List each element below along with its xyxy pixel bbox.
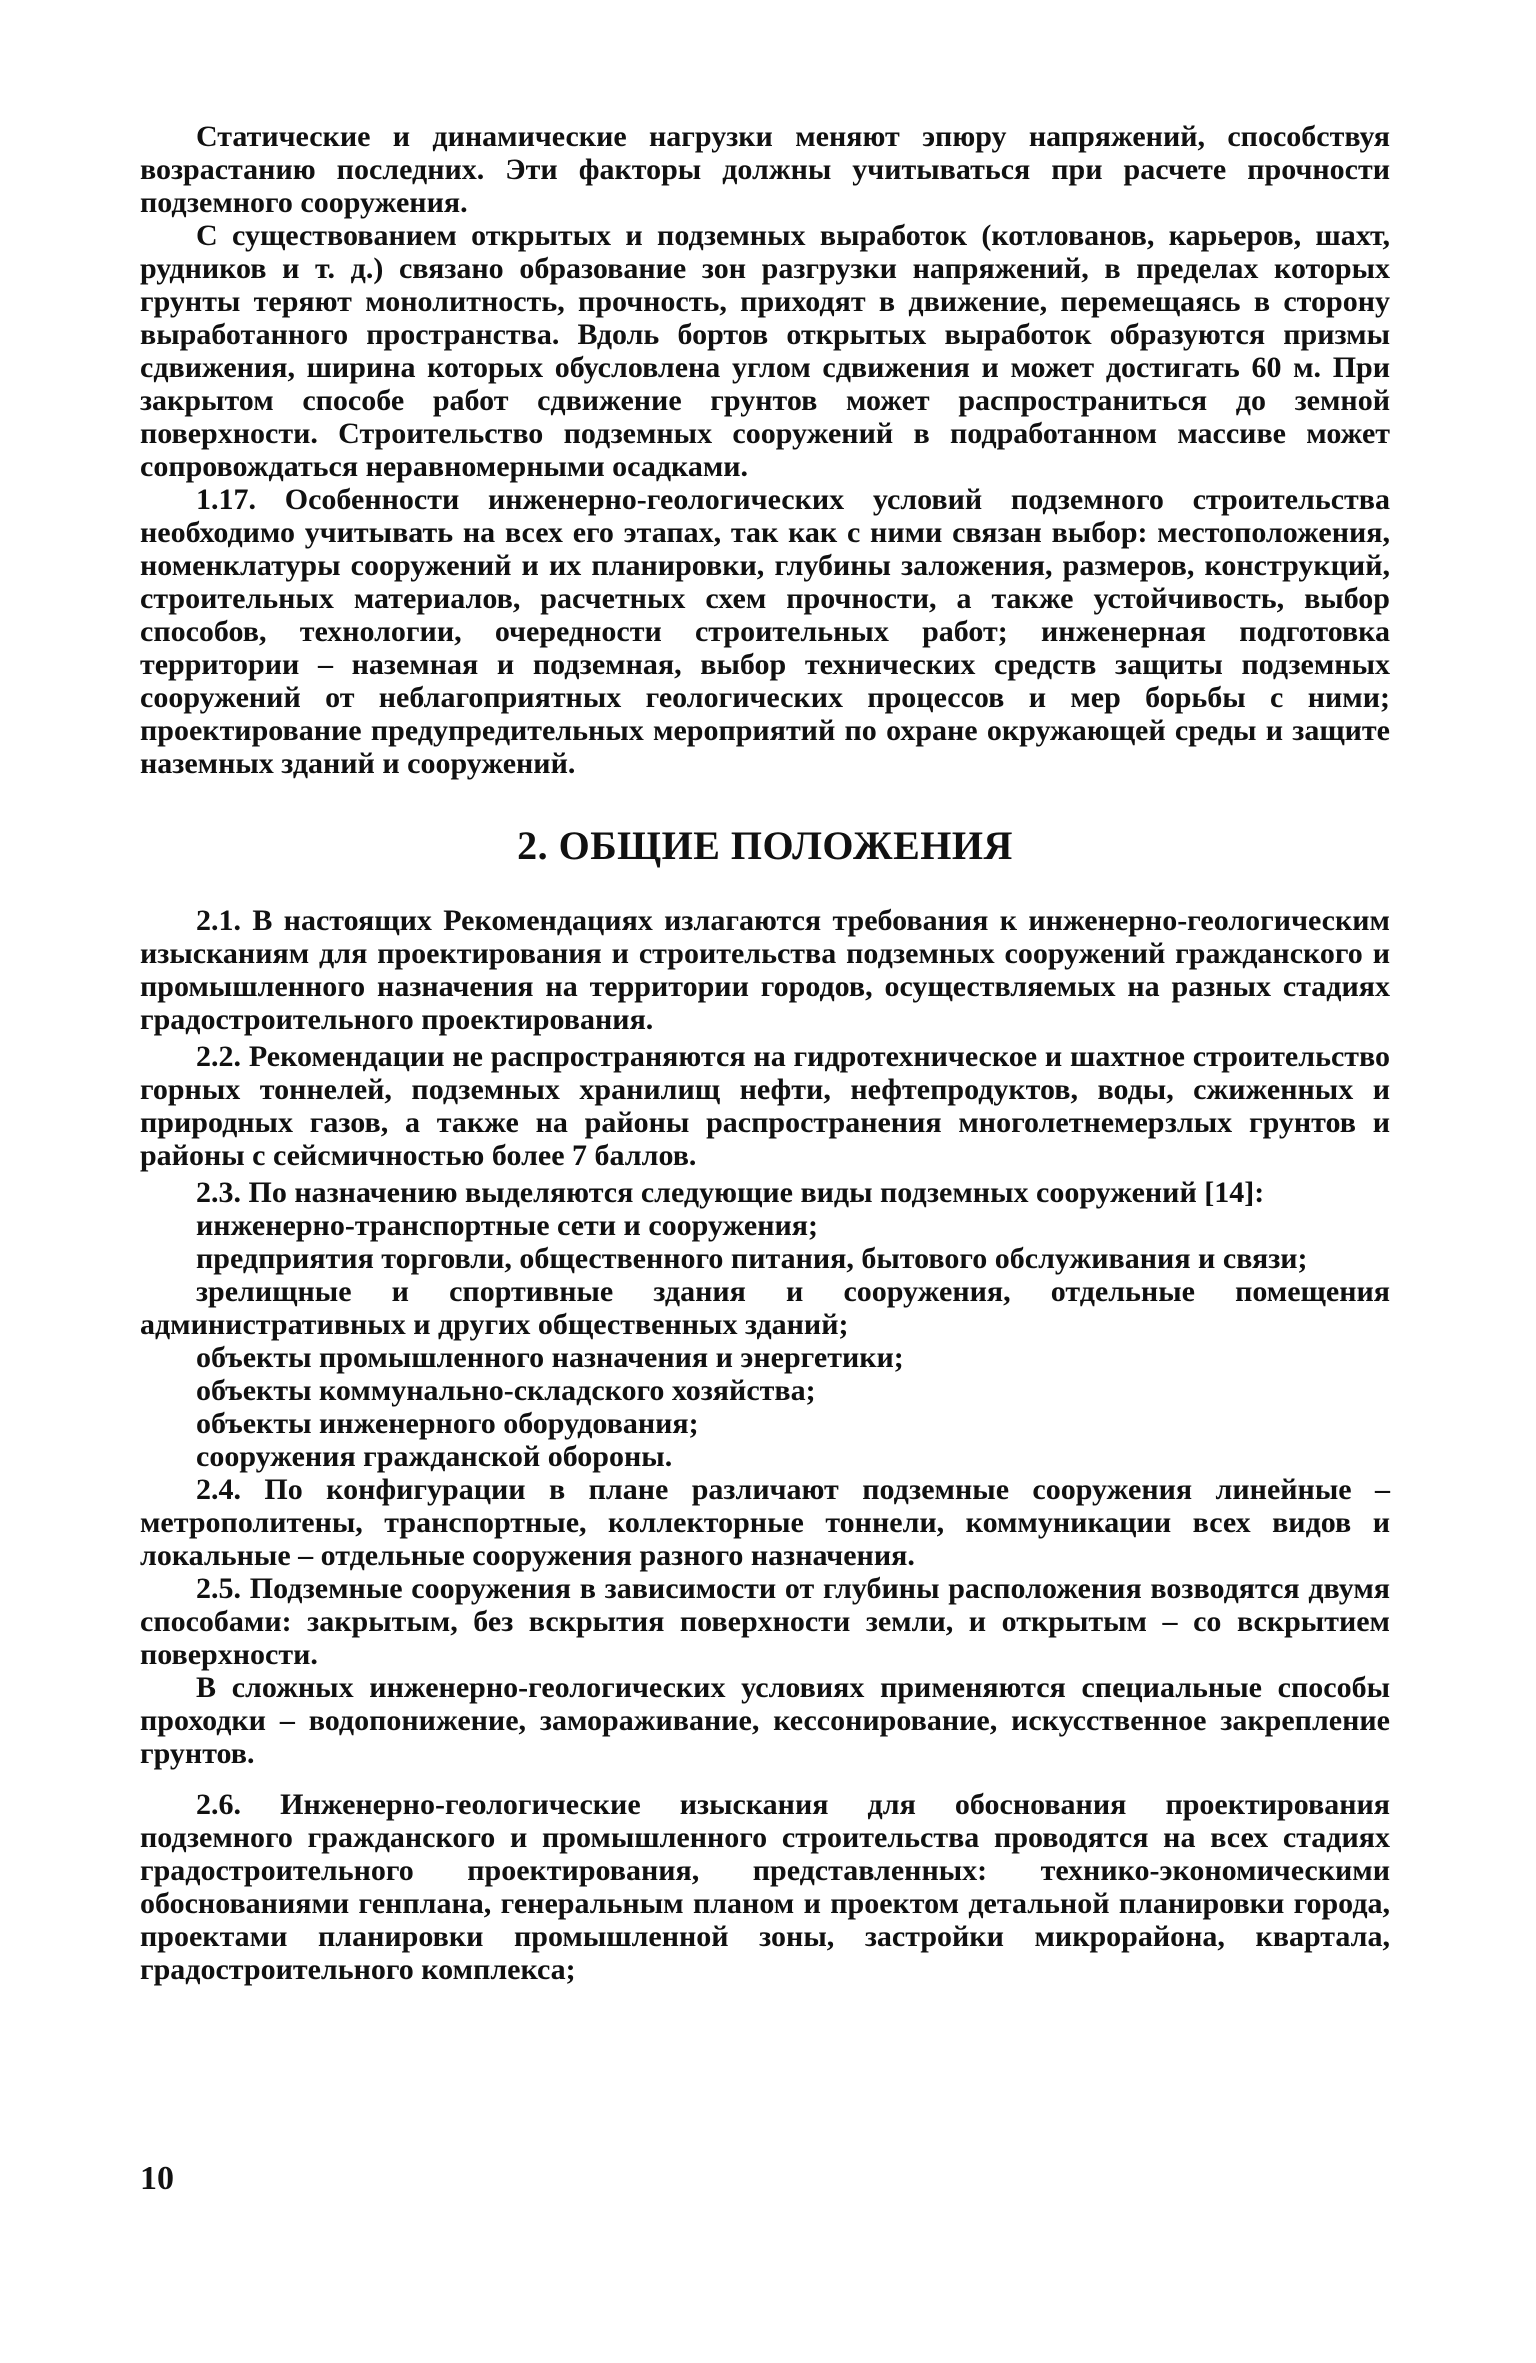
list-item: предприятия торговли, общественного питания, бытового обслуживания и связи; bbox=[196, 1242, 1308, 1275]
paragraph-special-methods: В сложных инженерно-геологических условиях применяются специальные способы проходки – водопонижение, замораживание, кессонирование, искусственное закрепление грунтов. bbox=[140, 1671, 1390, 1770]
paragraph-2-5: 2.5. Подземные сооружения в зависимости от глубины расположения возводятся двумя способами: закрытым, без вскрытия поверхности земли, и открытым – со вскрытием поверхности. bbox=[140, 1572, 1390, 1671]
list-item: сооружения гражданской обороны. bbox=[196, 1440, 673, 1473]
list-item: объекты промышленного назначения и энергетики; bbox=[196, 1341, 904, 1374]
list-item: зрелищные и спортивные здания и сооружения, отдельные помещения административных и других общественных зданий; bbox=[140, 1275, 1390, 1341]
list-item: инженерно-транспортные сети и сооружения; bbox=[196, 1209, 819, 1242]
section-heading: 2. ОБЩИЕ ПОЛОЖЕНИЯ bbox=[517, 823, 1013, 868]
paragraph-2-6: 2.6. Инженерно-геологические изыскания для обоснования проектирования подземного гражданского и промышленного строительства проводятся на всех стадиях градостроительного проектирования, представленных: технико-экономическими обоснованиями генплана, генеральным планом и проектом детальной планировки города, проектами планировки промышленной зоны, застройки микрорайона, квартала, градостроительного комплекса; bbox=[140, 1788, 1390, 1986]
paragraph-excavations: С существованием открытых и подземных выработок (котлованов, карьеров, шахт, рудников и т. д.) связано образование зон разгрузки напряжений, в пределах которых грунты теряют монолитность, прочность, приходят в движение, перемещаясь в сторону выработанного пространства. Вдоль бортов открытых выработок образуются призмы сдвижения, ширина которых обусловлена углом сдвижения и может достигать 60 м. При закрытом способе работ сдвижение грунтов может распространиться до земной поверхности. Строительство подземных сооружений в подработанном массиве может сопровождаться неравномерными осадками. bbox=[140, 219, 1390, 483]
paragraph-2-1: 2.1. В настоящих Рекомендациях излагаются требования к инженерно-геологическим изысканиям для проектирования и строительства подземных сооружений гражданского и промышленного назначения на территории городов, осуществляемых на разных стадиях градостроительного проектирования. bbox=[140, 904, 1390, 1036]
list-item: объекты коммунально-складского хозяйства; bbox=[196, 1374, 816, 1407]
document-page bbox=[140, 120, 1390, 1986]
structure-types-list bbox=[140, 1209, 1390, 1473]
paragraph-2-3: 2.3. По назначению выделяются следующие виды подземных сооружений [14]: bbox=[196, 1176, 1265, 1209]
paragraph-1-17: 1.17. Особенности инженерно-геологических условий подземного строительства необходимо учитывать на всех его этапах, так как с ними связан выбор: местоположения, номенклатуры сооружений и их планировки, глубины заложения, размеров, конструкций, строительных материалов, расчетных схем прочности, а также устойчивость, выбор способов, технологии, очередности строительных работ; инженерная подготовка территории – наземная и подземная, выбор технических средств защиты подземных сооружений от неблагоприятных геологических процессов и мер борьбы с ними; проектирование предупредительных мероприятий по охране окружающей среды и защите наземных зданий и сооружений. bbox=[140, 483, 1390, 780]
paragraph-loads: Статические и динамические нагрузки меняют эпюру напряжений, способствуя возрастанию последних. Эти факторы должны учитываться при расчете прочности подземного сооружения. bbox=[140, 120, 1390, 219]
paragraph-2-2: 2.2. Рекомендации не распространяются на гидротехническое и шахтное строительство горных тоннелей, подземных хранилищ нефти, нефтепродуктов, воды, сжиженных и природных газов, а также на районы распространения многолетнемерзлых грунтов и районы с сейсмичностью более 7 баллов. bbox=[140, 1040, 1390, 1172]
paragraph-2-4: 2.4. По конфигурации в плане различают подземные сооружения линейные – метрополитены, транспортные, коллекторные тоннели, коммуникации всех видов и локальные – отдельные сооружения разного назначения. bbox=[140, 1473, 1390, 1572]
list-item: объекты инженерного оборудования; bbox=[196, 1407, 699, 1440]
page-number: 10 bbox=[140, 2160, 174, 2197]
